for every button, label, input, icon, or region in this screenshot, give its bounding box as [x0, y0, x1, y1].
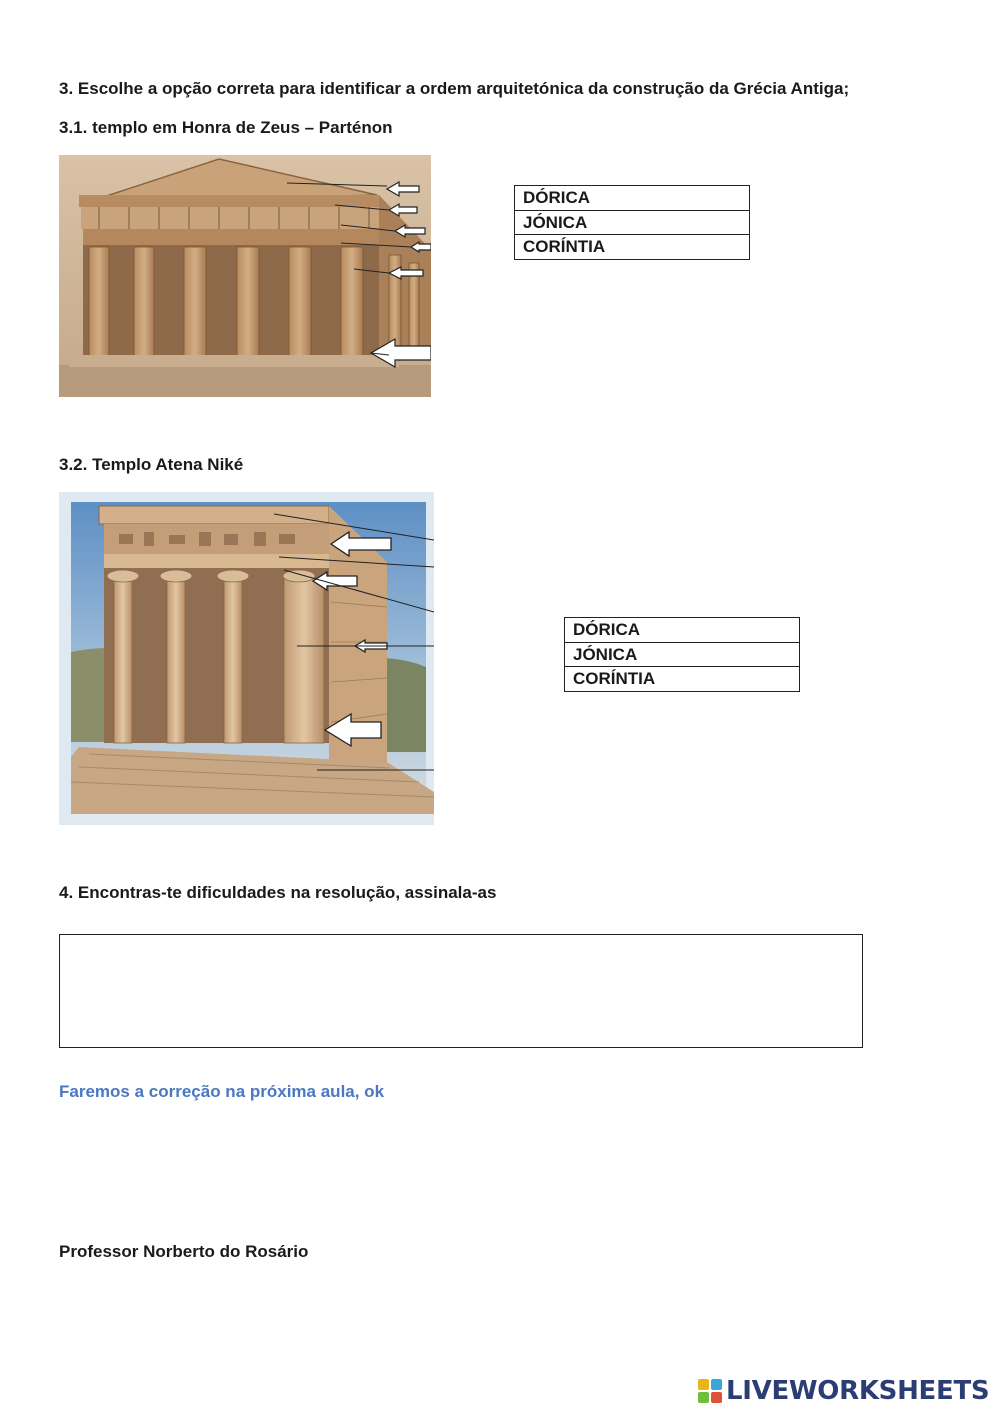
- author-name: Professor Norberto do Rosário: [59, 1242, 309, 1261]
- question-3-1-title: 3.1. templo em Honra de Zeus – Parténon: [59, 118, 393, 137]
- option-corintia[interactable]: CORÍNTIA: [565, 667, 799, 692]
- ionic-temple-photo: [59, 492, 434, 825]
- option-dorica[interactable]: DÓRICA: [565, 618, 799, 643]
- question-3-title: 3. Escolhe a opção correta para identificar a ordem arquitetónica da construção da Grécia Antiga;: [59, 79, 850, 98]
- doric-temple-photo: [59, 155, 431, 397]
- liveworksheets-logo: [698, 1376, 989, 1406]
- question-3-2-title: 3.2. Templo Atena Niké: [59, 455, 244, 474]
- correction-note: Faremos a correção na próxima aula, ok: [59, 1082, 385, 1101]
- option-corintia[interactable]: CORÍNTIA: [515, 235, 749, 260]
- question-4-title: 4. Encontras-te dificuldades na resolução, assinala-as: [59, 883, 497, 902]
- logo-text: LIVEWORKSHEETS: [726, 1376, 990, 1406]
- answer-text: [60, 935, 862, 951]
- option-dorica[interactable]: DÓRICA: [515, 186, 749, 211]
- option-jonica[interactable]: JÓNICA: [515, 211, 749, 236]
- difficulties-answer-box[interactable]: [59, 934, 863, 1048]
- options-list-3-2: [564, 617, 800, 692]
- logo-mark-icon: [698, 1379, 722, 1403]
- options-list-3-1: [514, 185, 750, 260]
- option-jonica[interactable]: JÓNICA: [565, 643, 799, 668]
